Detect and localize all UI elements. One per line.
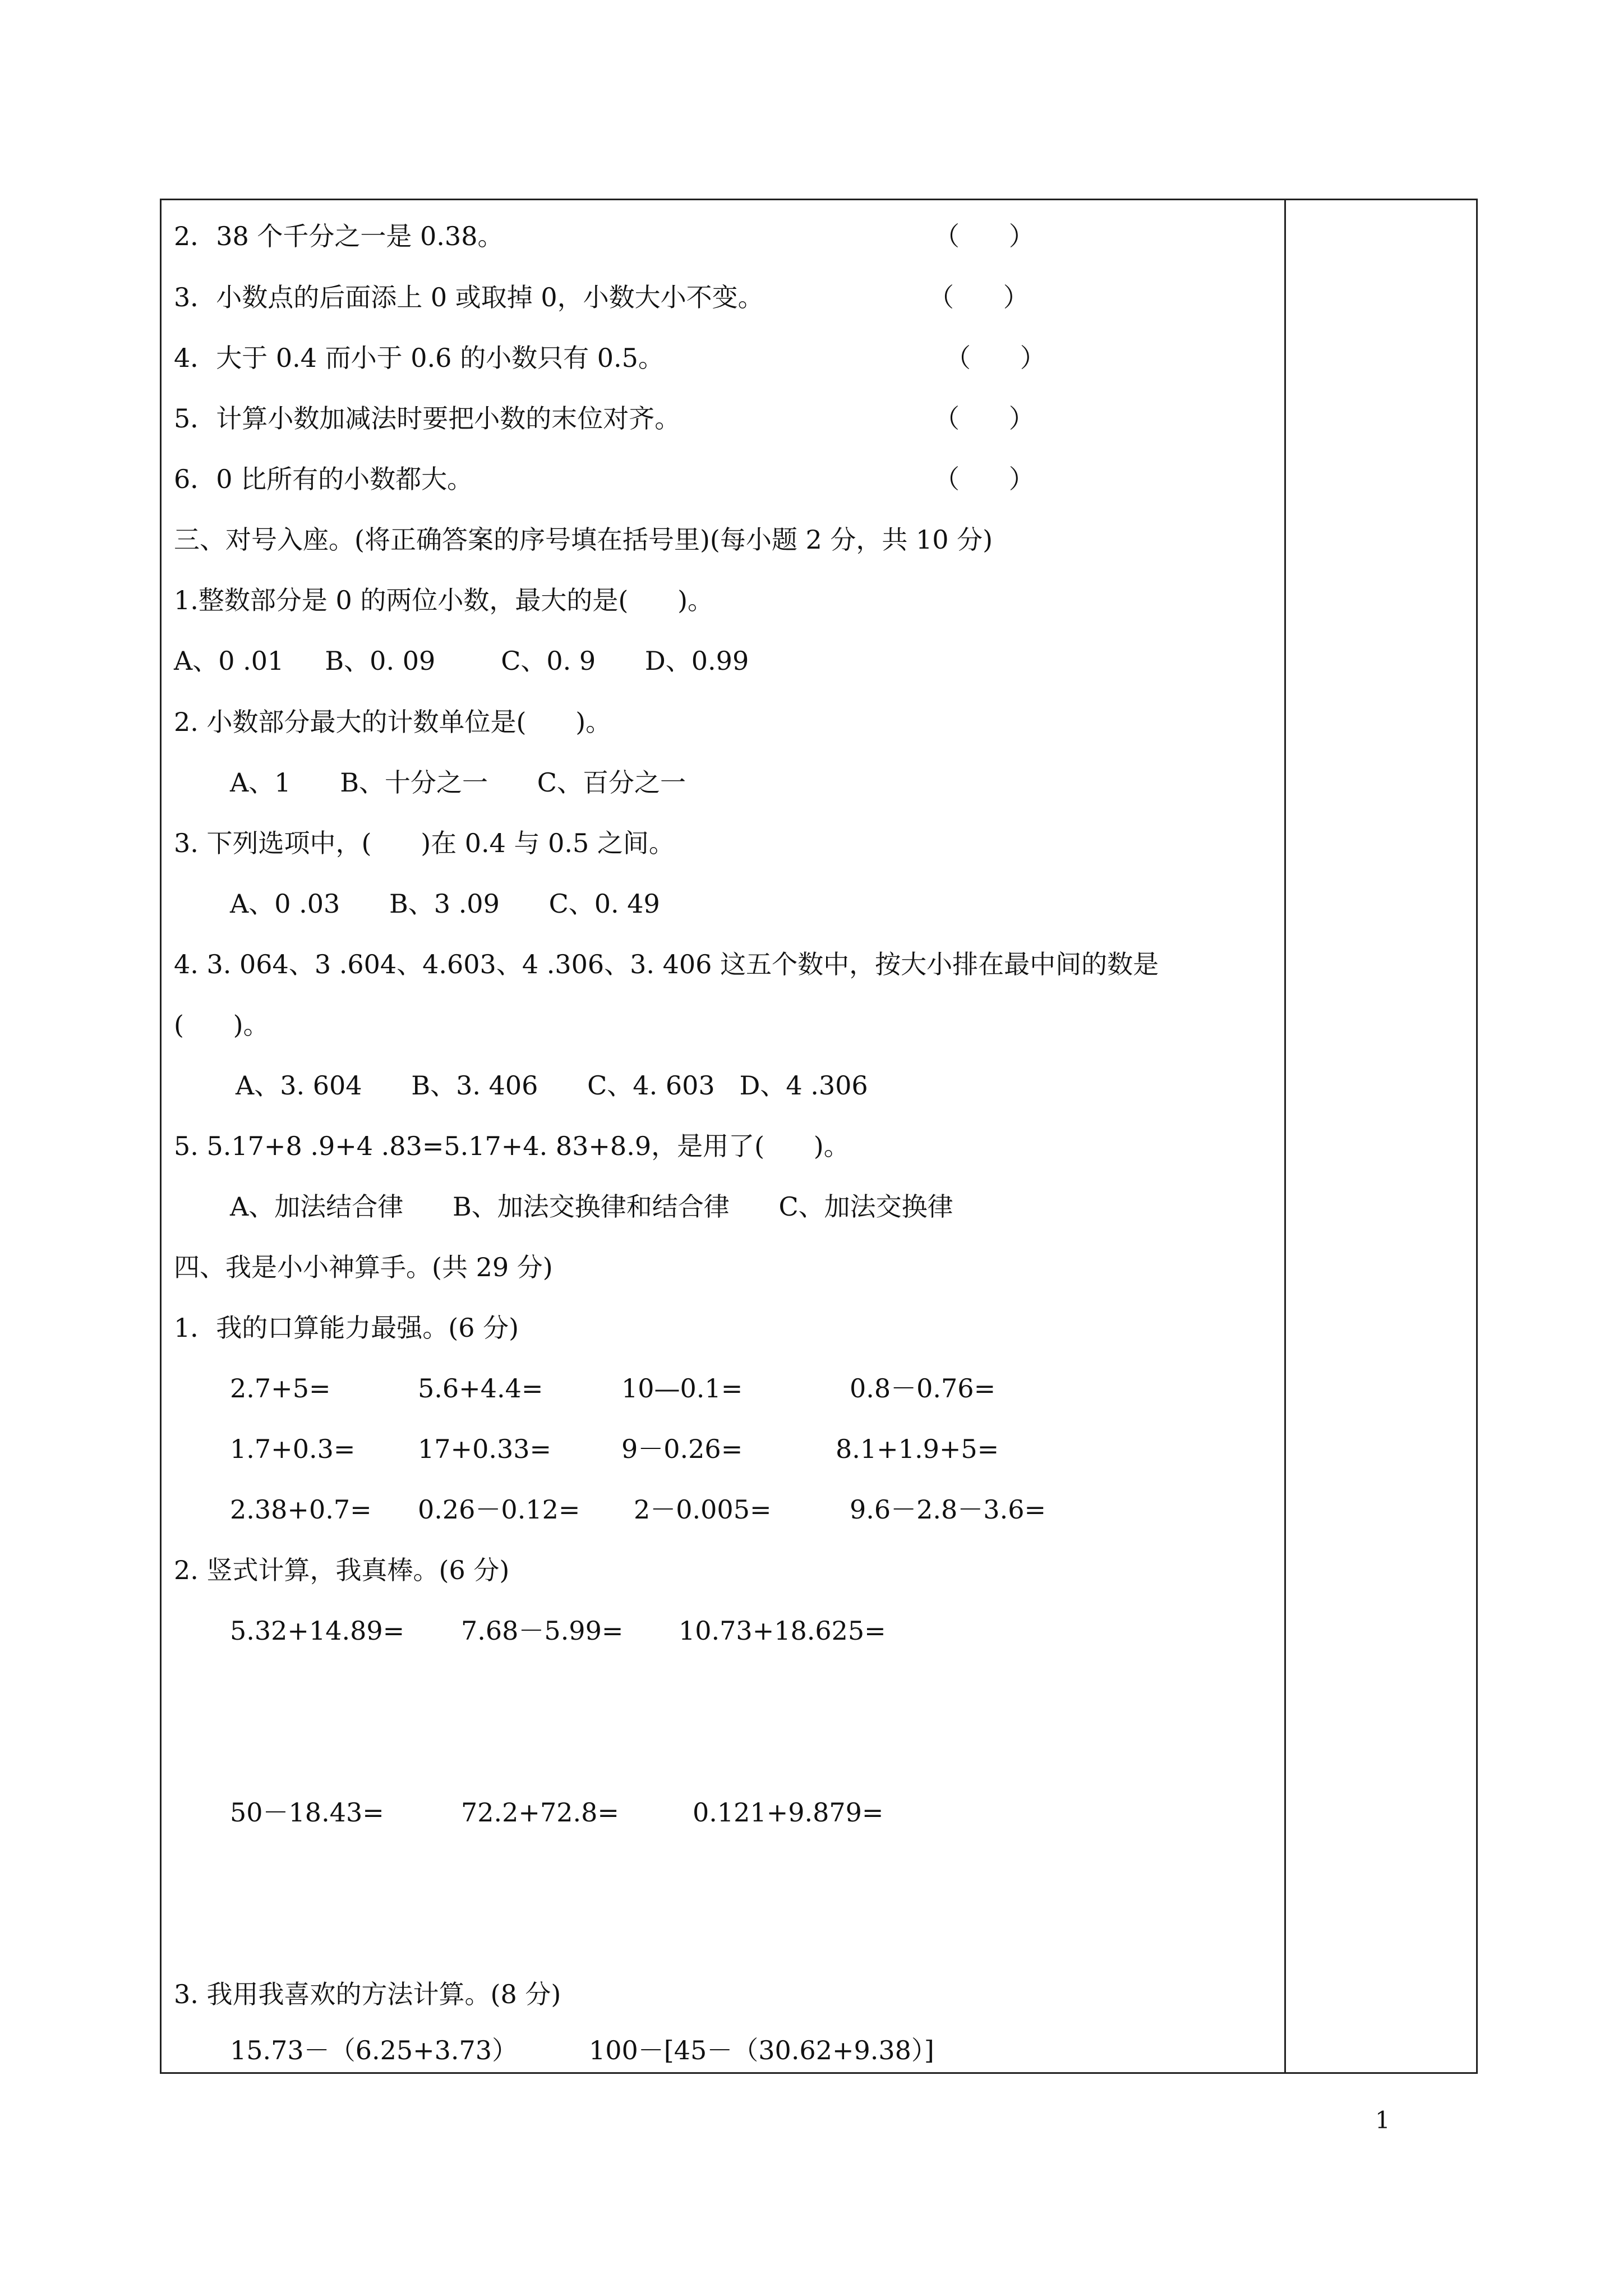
vertical-calc-item: 72.2+72.8= — [461, 1797, 619, 1828]
oral-calc-item: 10—0.1= — [621, 1373, 743, 1404]
vertical-calc-title: 2. 竖式计算，我真棒。(6 分) — [174, 1555, 510, 1585]
judge-item-5: 5．计算小数加减法时要把小数的末位对齐。 — [174, 403, 681, 434]
section3-title: 三、对号入座。(将正确答案的序号填在括号里)(每小题 2 分，共 10 分) — [174, 524, 993, 555]
oral-calc-item: 9.6－2.8－3.6= — [850, 1494, 1046, 1525]
section4-title: 四、我是小小神算手。(共 29 分) — [174, 1252, 553, 1282]
oral-calc-item: 0.26－0.12= — [418, 1494, 580, 1525]
section3-q2-options: A、1 B、十分之一 C、百分之一 — [230, 767, 686, 798]
oral-calc-item: 2－0.005= — [634, 1494, 772, 1525]
section3-q4-options: A、3. 604 B、3. 406 C、4. 603 D、4 .306 — [236, 1070, 868, 1101]
vertical-calc-item: 10.73+18.625= — [679, 1616, 886, 1646]
oral-calc-item: 5.6+4.4= — [418, 1373, 543, 1404]
section3-q3-options: A、0 .03 B、3 .09 C、0. 49 — [230, 889, 660, 919]
vertical-calc-item: 7.68－5.99= — [461, 1616, 624, 1646]
page-number: 1 — [1375, 2106, 1390, 2134]
section3-q2: 2. 小数部分最大的计数单位是( )。 — [174, 707, 612, 737]
judge-item-3: 3．小数点的后面添上 0 或取掉 0，小数大小不变。 — [174, 282, 764, 312]
score-column-divider — [1284, 199, 1286, 2074]
oral-calc-item: 1.7+0.3= — [230, 1434, 356, 1464]
oral-calc-item: 8.1+1.9+5= — [836, 1434, 999, 1464]
judge-paren-6: （ ） — [934, 464, 1035, 494]
oral-calc-item: 17+0.33= — [418, 1434, 552, 1464]
judge-paren-3: （ ） — [928, 282, 1029, 312]
section3-q1-options: A、0 .01 B、0. 09 C、0. 9 D、0.99 — [174, 646, 749, 676]
section3-q4: 4. 3. 064、3 .604、4.603、4 .306、3. 406 这五个数中，按大小排在最中间的数是 — [174, 949, 1159, 979]
section3-q5: 5. 5.17+8 .9+4 .83=5.17+4. 83+8.9，是用了( )。 — [174, 1131, 850, 1161]
judge-paren-2: （ ） — [934, 221, 1035, 251]
oral-calc-item: 2.7+5= — [230, 1373, 331, 1404]
judge-item-6: 6．0 比所有的小数都大。 — [174, 464, 473, 494]
judge-paren-4: （ ） — [945, 343, 1046, 373]
method-calc-expr: 15.73－（6.25+3.73） — [230, 2035, 518, 2065]
oral-calc-title: 1．我的口算能力最强。(6 分) — [174, 1313, 519, 1343]
judge-item-2: 2．38 个千分之一是 0.38。 — [174, 221, 504, 251]
section3-q5-options: A、加法结合律 B、加法交换律和结合律 C、加法交换律 — [230, 1191, 953, 1222]
vertical-calc-item: 50－18.43= — [230, 1797, 384, 1828]
oral-calc-item: 0.8－0.76= — [850, 1373, 996, 1404]
vertical-calc-item: 5.32+14.89= — [230, 1616, 405, 1646]
method-calc-title: 3. 我用我喜欢的方法计算。(8 分) — [174, 1979, 561, 2009]
method-calc-expr: 100－[45－（30.62+9.38）] — [589, 2035, 934, 2065]
section3-q4-continued: ( )。 — [174, 1010, 269, 1040]
section3-q3: 3. 下列选项中，( )在 0.4 与 0.5 之间。 — [174, 828, 675, 858]
judge-paren-5: （ ） — [934, 403, 1035, 434]
section3-q1: 1.整数部分是 0 的两位小数，最大的是( )。 — [174, 585, 714, 615]
oral-calc-item: 2.38+0.7= — [230, 1494, 372, 1525]
vertical-calc-item: 0.121+9.879= — [693, 1797, 884, 1828]
judge-item-4: 4．大于 0.4 而小于 0.6 的小数只有 0.5。 — [174, 343, 664, 373]
oral-calc-item: 9－0.26= — [621, 1434, 743, 1464]
